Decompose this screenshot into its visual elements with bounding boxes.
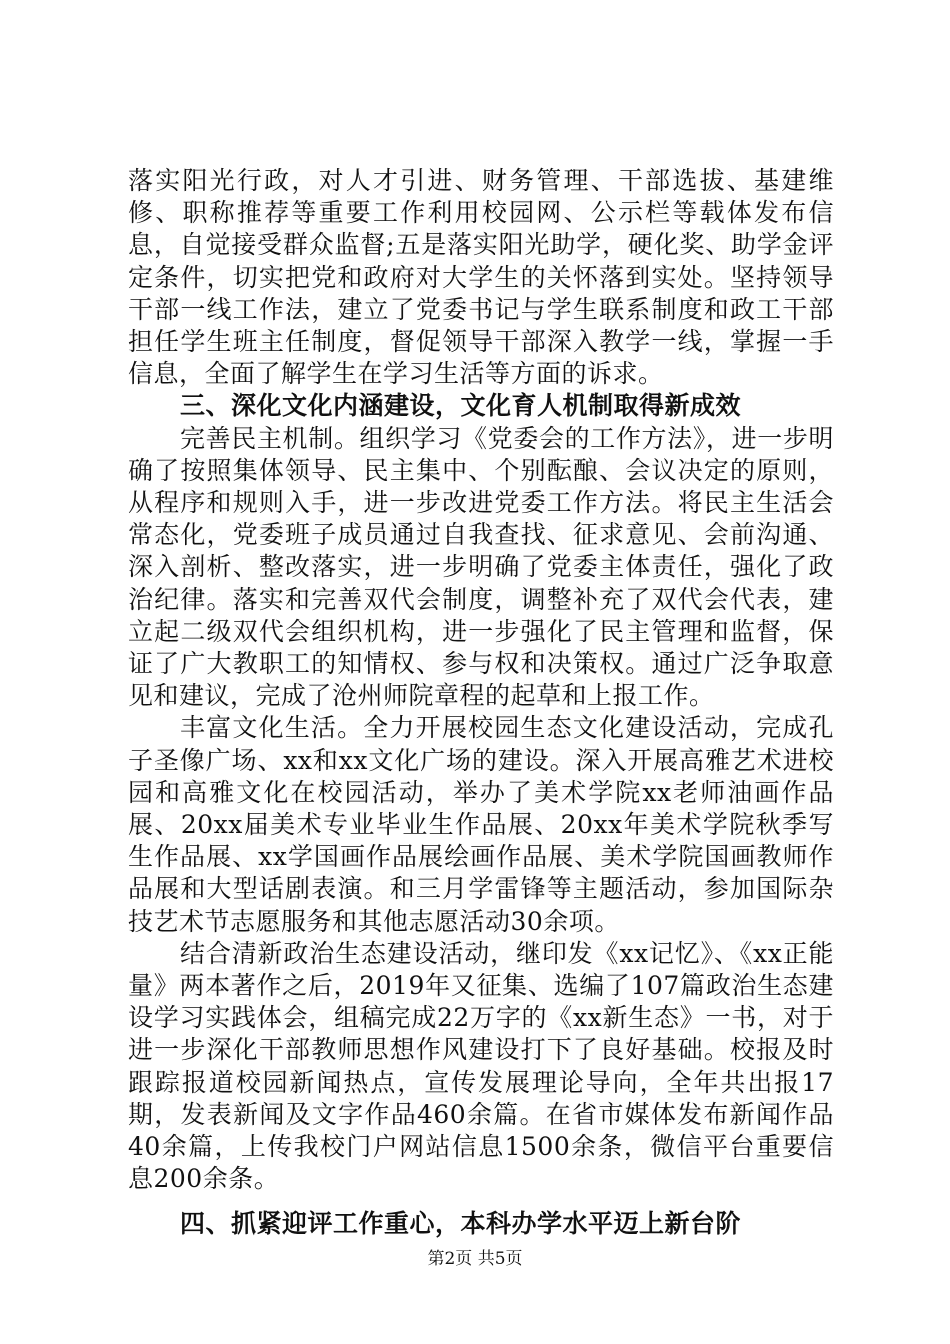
paragraph-sunshine-administration: 落实阳光行政，对人才引进、财务管理、干部选拔、基建维修、职称推荐等重要工作利用校园网、公示栏等载体发布信息，自觉接受群众监督;五是落实阳光助学，硬化奖、助学金评定条件，切实把党和政府对大学生的关怀落到实处。坚持领导干部一线工作法，建立了党委书记与学生联系制度和政工干部担任学生班主任制度，督促领导干部深入教学一线，掌握一手信息，全面了解学生在学习生活等方面的诉求。 — [128, 166, 834, 389]
paragraph-democratic-mechanism: 完善民主机制。组织学习《党委会的工作方法》，进一步明确了按照集体领导、民主集中、个别酝酿、会议决定的原则，从程序和规则入手，进一步改进党委工作方法。将民主生活会常态化，党委班子成员通过自我查找、征求意见、会前沟通、深入剖析、整改落实，进一步明确了党委主体责任，强化了政治纪律。落实和完善双代会制度，调整补充了双代会代表，建立起二级双代会组织机构，进一步强化了民主管理和监督，保证了广大教职工的知情权、参与权和决策权。通过广泛争取意见和建议，完成了沧州师院章程的起草和上报工作。 — [128, 423, 834, 711]
section-heading-three: 三、深化文化内涵建设，文化育人机制取得新成效 — [180, 391, 742, 421]
document-body — [128, 165, 834, 1240]
section-heading-four: 四、抓紧迎评工作重心，本科办学水平迈上新台阶 — [180, 1208, 742, 1238]
paragraph-cultural-life: 丰富文化生活。全力开展校园生态文化建设活动，完成孔子圣像广场、xx和xx文化广场的建设。深入开展高雅艺术进校园和高雅文化在校园活动，举办了美术学院xx老师油画作品展、20xx届美术专业毕业生作品展、20xx年美术学院秋季写生作品展、xx学国画作品展绘画作品展、美术学院国画教师作品展和大型话剧表演。和三月学雷锋等主题活动，参加国际杂技艺术节志愿服务和其他志愿活动30余项。 — [128, 713, 834, 936]
page-footer: 第2页 共5页 — [427, 1249, 523, 1269]
paragraph-political-ecology: 结合清新政治生态建设活动，继印发《xx记忆》、《xx正能量》两本著作之后，2019年又征集、选编了107篇政治生态建设学习实践体会，组稿完成22万字的《xx新生态》一书，对于进一步深化干部教师思想作风建设打下了良好基础。校报及时跟踪报道校园新闻热点，宣传发展理论导向，全年共出报17期，发表新闻及文字作品460余篇。在省市媒体发布新闻作品40余篇，上传我校门户网站信息1500余条，微信平台重要信息200余条。 — [128, 938, 834, 1194]
